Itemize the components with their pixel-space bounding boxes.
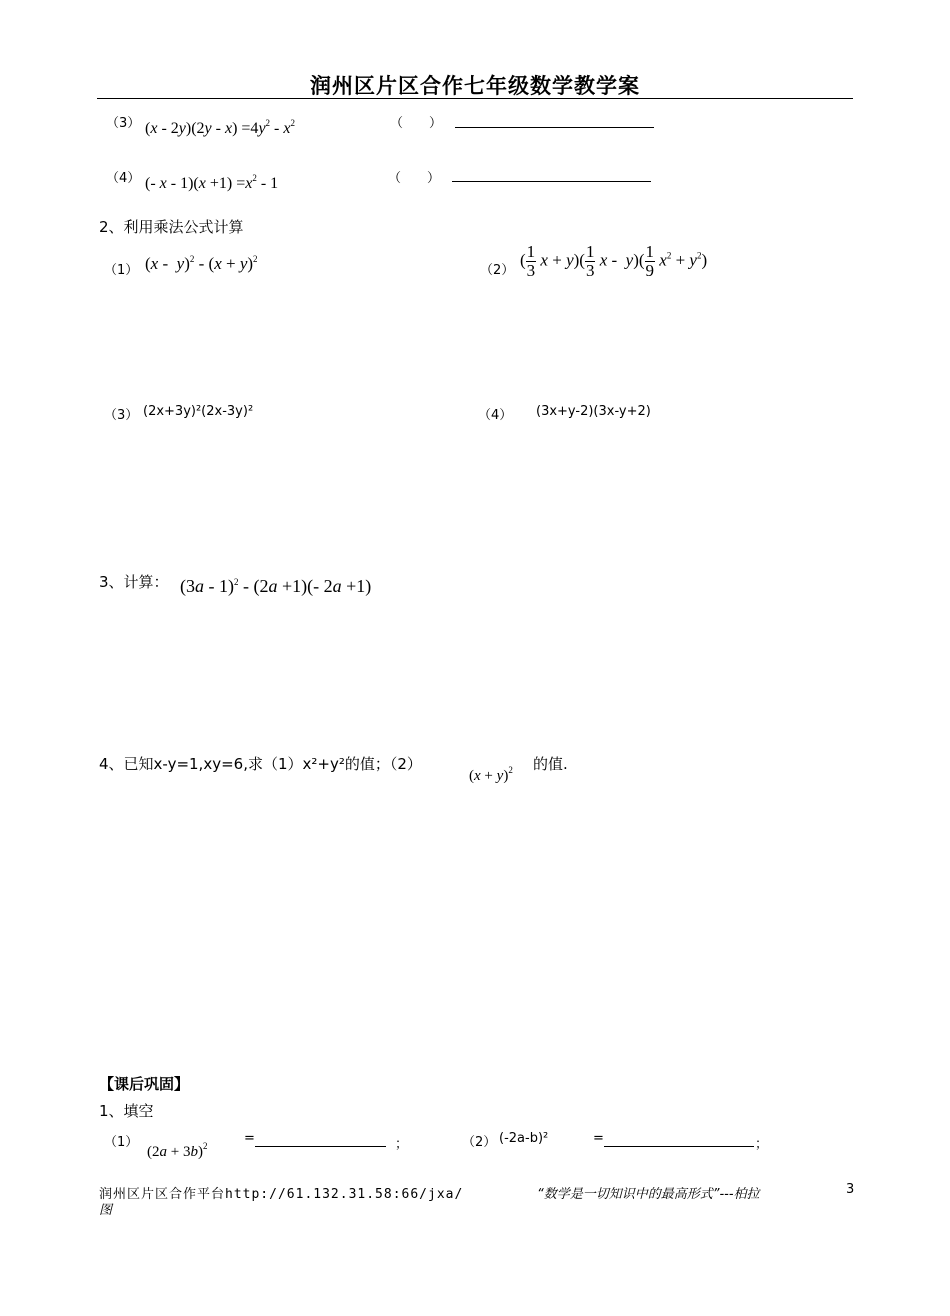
section-2-title: 2、利用乘法公式计算 [99,218,244,236]
fill-q2-separator: ； [755,1137,769,1152]
judge-item-3-paren: （ ） [390,116,443,131]
judge-item-4-label: （4） [106,171,141,186]
fill-q2-label: （2） [462,1135,497,1150]
fill-q2-answer-line[interactable] [604,1146,754,1147]
header-divider [97,98,853,99]
section-3-title: 3、计算： [99,573,169,591]
judge-item-3-formula: $(x - 2y)(2y - x) =4y^2 - x^2$ [145,118,295,137]
section-4-question-end: 的值. [533,755,568,773]
fill-q2-expression: (-2a-b)² [499,1131,549,1146]
page-number: 3 [846,1182,855,1197]
fill-q2-equals: = [593,1131,604,1146]
footer-platform-link[interactable]: 润州区片区合作平台http://61.132.31.58:66/jxa/ [99,1187,464,1202]
after-class-heading: 【课后巩固】 [99,1075,190,1093]
fill-blank-title: 1、填空 [99,1102,154,1120]
fill-q1-separator: ； [395,1137,409,1152]
section-2-q2-formula: ( $\frac{1}{3}$ x + y)( $\frac{1}{3}$ x - y)( $\frac{1}{9}$ $x^2 + y^2$) [520,242,708,280]
section-2-q4-label: （4） [478,408,513,423]
section-2-q4-expression: (3x+y-2)(3x-y+2) [536,404,651,419]
fill-q1-formula: $(2a + 3b)^2$ [147,1141,208,1160]
section-2-q2-label: （2） [480,263,515,278]
judge-item-3-label: （3） [106,116,141,131]
section-4-question: 4、已知x-y=1,xy=6,求（1）x²+y²的值；（2） [99,755,422,773]
section-2-q1-formula: $(x - y)^2 - (x + y)^2$ [145,254,258,273]
section-2-q3-label: （3） [104,408,139,423]
section-3-formula: (3a - 1)$^2$ - (2a +1)(- 2a +1) [180,576,372,596]
fill-q1-equals: = [244,1131,255,1146]
footer-quote-wrap: 图 [99,1203,113,1218]
judge-item-4-formula: (- $x - 1)(x +1) =x^2 - 1$ [145,173,279,192]
section-4-formula: $(x + y)^2$ [469,765,513,784]
page-title: 润州区片区合作七年级数学教学案 [310,74,640,98]
footer-quote: “数学是一切知识中的最高形式”---柏拉 [537,1187,760,1202]
section-2-q3-expression: (2x+3y)²(2x-3y)² [143,404,254,419]
judge-item-4-paren: （ ） [388,171,441,186]
judge-item-4-answer-line[interactable] [452,181,651,182]
fill-q1-label: （1） [104,1135,139,1150]
judge-item-3-answer-line[interactable] [455,127,654,128]
section-2-q1-label: （1） [104,263,139,278]
fill-q1-answer-line[interactable] [255,1146,386,1147]
